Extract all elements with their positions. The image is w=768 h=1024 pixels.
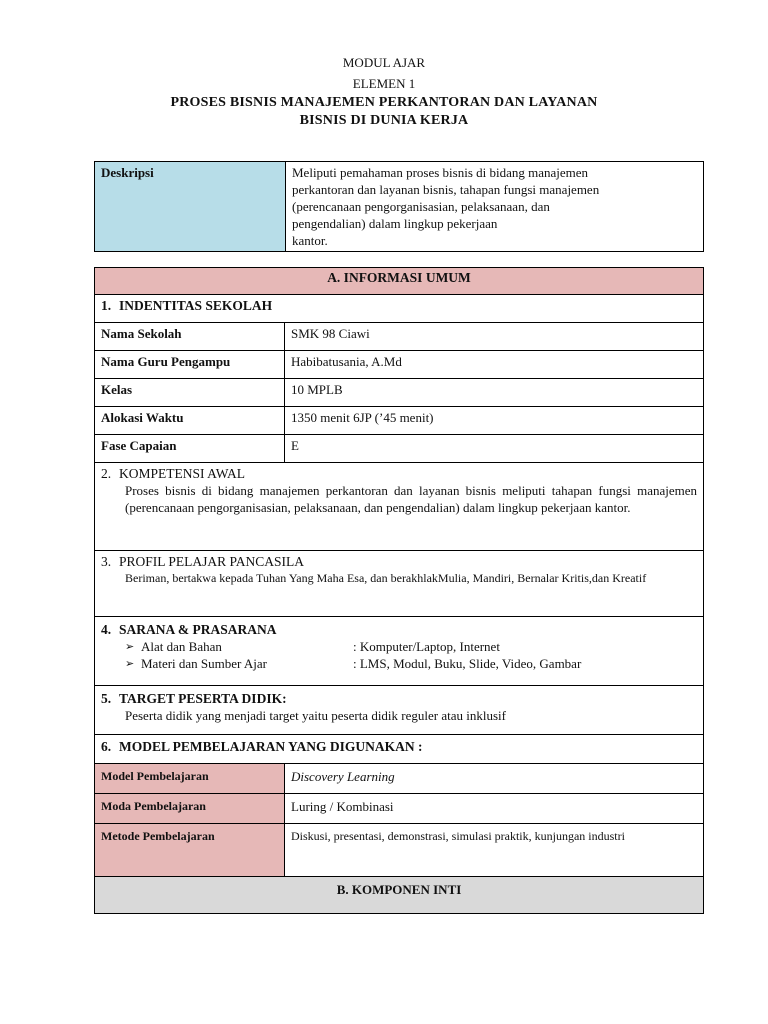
kompetensi-text: Proses bisnis di bidang manajemen perkantoran dan layanan bisnis meliputi tahapan fungsi manajemen (perencanaan pengorganisasian, pelaksanaan, dan pengendalian) dalam lingkup pekerjaan kantor. bbox=[125, 483, 697, 515]
identitas-row bbox=[95, 351, 704, 379]
identitas-label: Nama Guru Pengampu bbox=[95, 351, 285, 379]
identitas-value: 1350 menit 6JP (’45 menit) bbox=[285, 407, 704, 435]
identitas-row bbox=[95, 407, 704, 435]
model-row bbox=[95, 794, 704, 824]
description-table bbox=[94, 161, 704, 252]
kompetensi-number: 2. bbox=[101, 466, 112, 481]
doc-title-main-line1: PROSES BISNIS MANAJEMEN PERKANTORAN DAN LAYANAN bbox=[170, 95, 598, 110]
doc-title-modul: MODUL AJAR bbox=[342, 55, 426, 70]
sarana-heading bbox=[101, 621, 697, 638]
target-title: TARGET PESERTA DIDIK: bbox=[119, 691, 287, 706]
description-line: pengendalian) dalam lingkup pekerjaan bbox=[292, 216, 498, 231]
model-heading bbox=[95, 735, 704, 764]
arrow-bullet-icon: ➢ bbox=[125, 657, 135, 670]
sarana-item-value: : Komputer/Laptop, Internet bbox=[353, 639, 500, 654]
description-line: kantor. bbox=[292, 233, 328, 248]
model-row bbox=[95, 824, 704, 877]
target-heading bbox=[101, 690, 697, 707]
section-a-title: A. INFORMASI UMUM bbox=[95, 268, 704, 295]
identitas-label: Kelas bbox=[95, 379, 285, 407]
description-line: Meliputi pemahaman proses bisnis di bidang manajemen bbox=[292, 165, 589, 180]
model-number: 6. bbox=[101, 739, 112, 754]
identitas-row bbox=[95, 379, 704, 407]
profil-heading bbox=[101, 553, 697, 570]
sarana-item-label: Alat dan Bahan bbox=[141, 639, 222, 654]
profil-pancasila-section bbox=[95, 551, 704, 617]
kompetensi-awal-section bbox=[95, 463, 704, 551]
identitas-row bbox=[95, 323, 704, 351]
description-line: perkantoran dan layanan bisnis, tahapan fungsi manajemen bbox=[292, 182, 600, 197]
sarana-item bbox=[125, 638, 697, 655]
identitas-value: E bbox=[285, 435, 704, 463]
identitas-value: 10 MPLB bbox=[285, 379, 704, 407]
profil-text: Beriman, bertakwa kepada Tuhan Yang Maha Esa, dan berakhlakMulia, Mandiri, Bernalar Kritis,dan Kreatif bbox=[125, 571, 647, 585]
target-number: 5. bbox=[101, 691, 112, 706]
informasi-umum-table bbox=[94, 267, 704, 914]
arrow-bullet-icon: ➢ bbox=[125, 640, 135, 653]
model-row bbox=[95, 764, 704, 794]
kompetensi-title: KOMPETENSI AWAL bbox=[119, 466, 246, 481]
description-label: Deskripsi bbox=[95, 162, 286, 252]
sarana-title: SARANA & PRASARANA bbox=[119, 622, 277, 637]
model-title: MODEL PEMBELAJARAN YANG DIGUNAKAN : bbox=[119, 739, 423, 754]
section-b-title: B. KOMPONEN INTI bbox=[95, 877, 704, 914]
profil-number: 3. bbox=[101, 554, 112, 569]
model-value: Luring / Kombinasi bbox=[285, 794, 704, 824]
identitas-label: Alokasi Waktu bbox=[95, 407, 285, 435]
doc-title-elemen: ELEMEN 1 bbox=[352, 76, 416, 91]
target-peserta-section bbox=[95, 686, 704, 735]
model-value: Diskusi, presentasi, demonstrasi, simulasi praktik, kunjungan industri bbox=[285, 824, 704, 877]
target-text: Peserta didik yang menjadi target yaitu peserta didik reguler atau inklusif bbox=[125, 708, 506, 723]
sarana-prasarana-section bbox=[95, 617, 704, 686]
model-label: Model Pembelajaran bbox=[95, 764, 285, 794]
description-text bbox=[286, 162, 704, 252]
sarana-number: 4. bbox=[101, 622, 112, 637]
kompetensi-heading bbox=[101, 465, 697, 482]
identitas-row bbox=[95, 435, 704, 463]
model-value: Discovery Learning bbox=[285, 764, 704, 794]
sarana-item-label: Materi dan Sumber Ajar bbox=[141, 656, 267, 671]
description-line: (perencanaan pengorganisasian, pelaksanaan, dan bbox=[292, 199, 550, 214]
identitas-label: Nama Sekolah bbox=[95, 323, 285, 351]
identitas-heading bbox=[95, 295, 704, 323]
profil-title: PROFIL PELAJAR PANCASILA bbox=[119, 554, 305, 569]
model-label: Metode Pembelajaran bbox=[95, 824, 285, 877]
identitas-number: 1. bbox=[101, 298, 112, 313]
identitas-title: INDENTITAS SEKOLAH bbox=[119, 298, 273, 313]
doc-title-main-line2: BISNIS DI DUNIA KERJA bbox=[299, 113, 469, 128]
sarana-item bbox=[125, 655, 697, 672]
identitas-value: Habibatusania, A.Md bbox=[285, 351, 704, 379]
identitas-value: SMK 98 Ciawi bbox=[285, 323, 704, 351]
model-label: Moda Pembelajaran bbox=[95, 794, 285, 824]
identitas-label: Fase Capaian bbox=[95, 435, 285, 463]
sarana-item-value: : LMS, Modul, Buku, Slide, Video, Gambar bbox=[353, 656, 582, 671]
